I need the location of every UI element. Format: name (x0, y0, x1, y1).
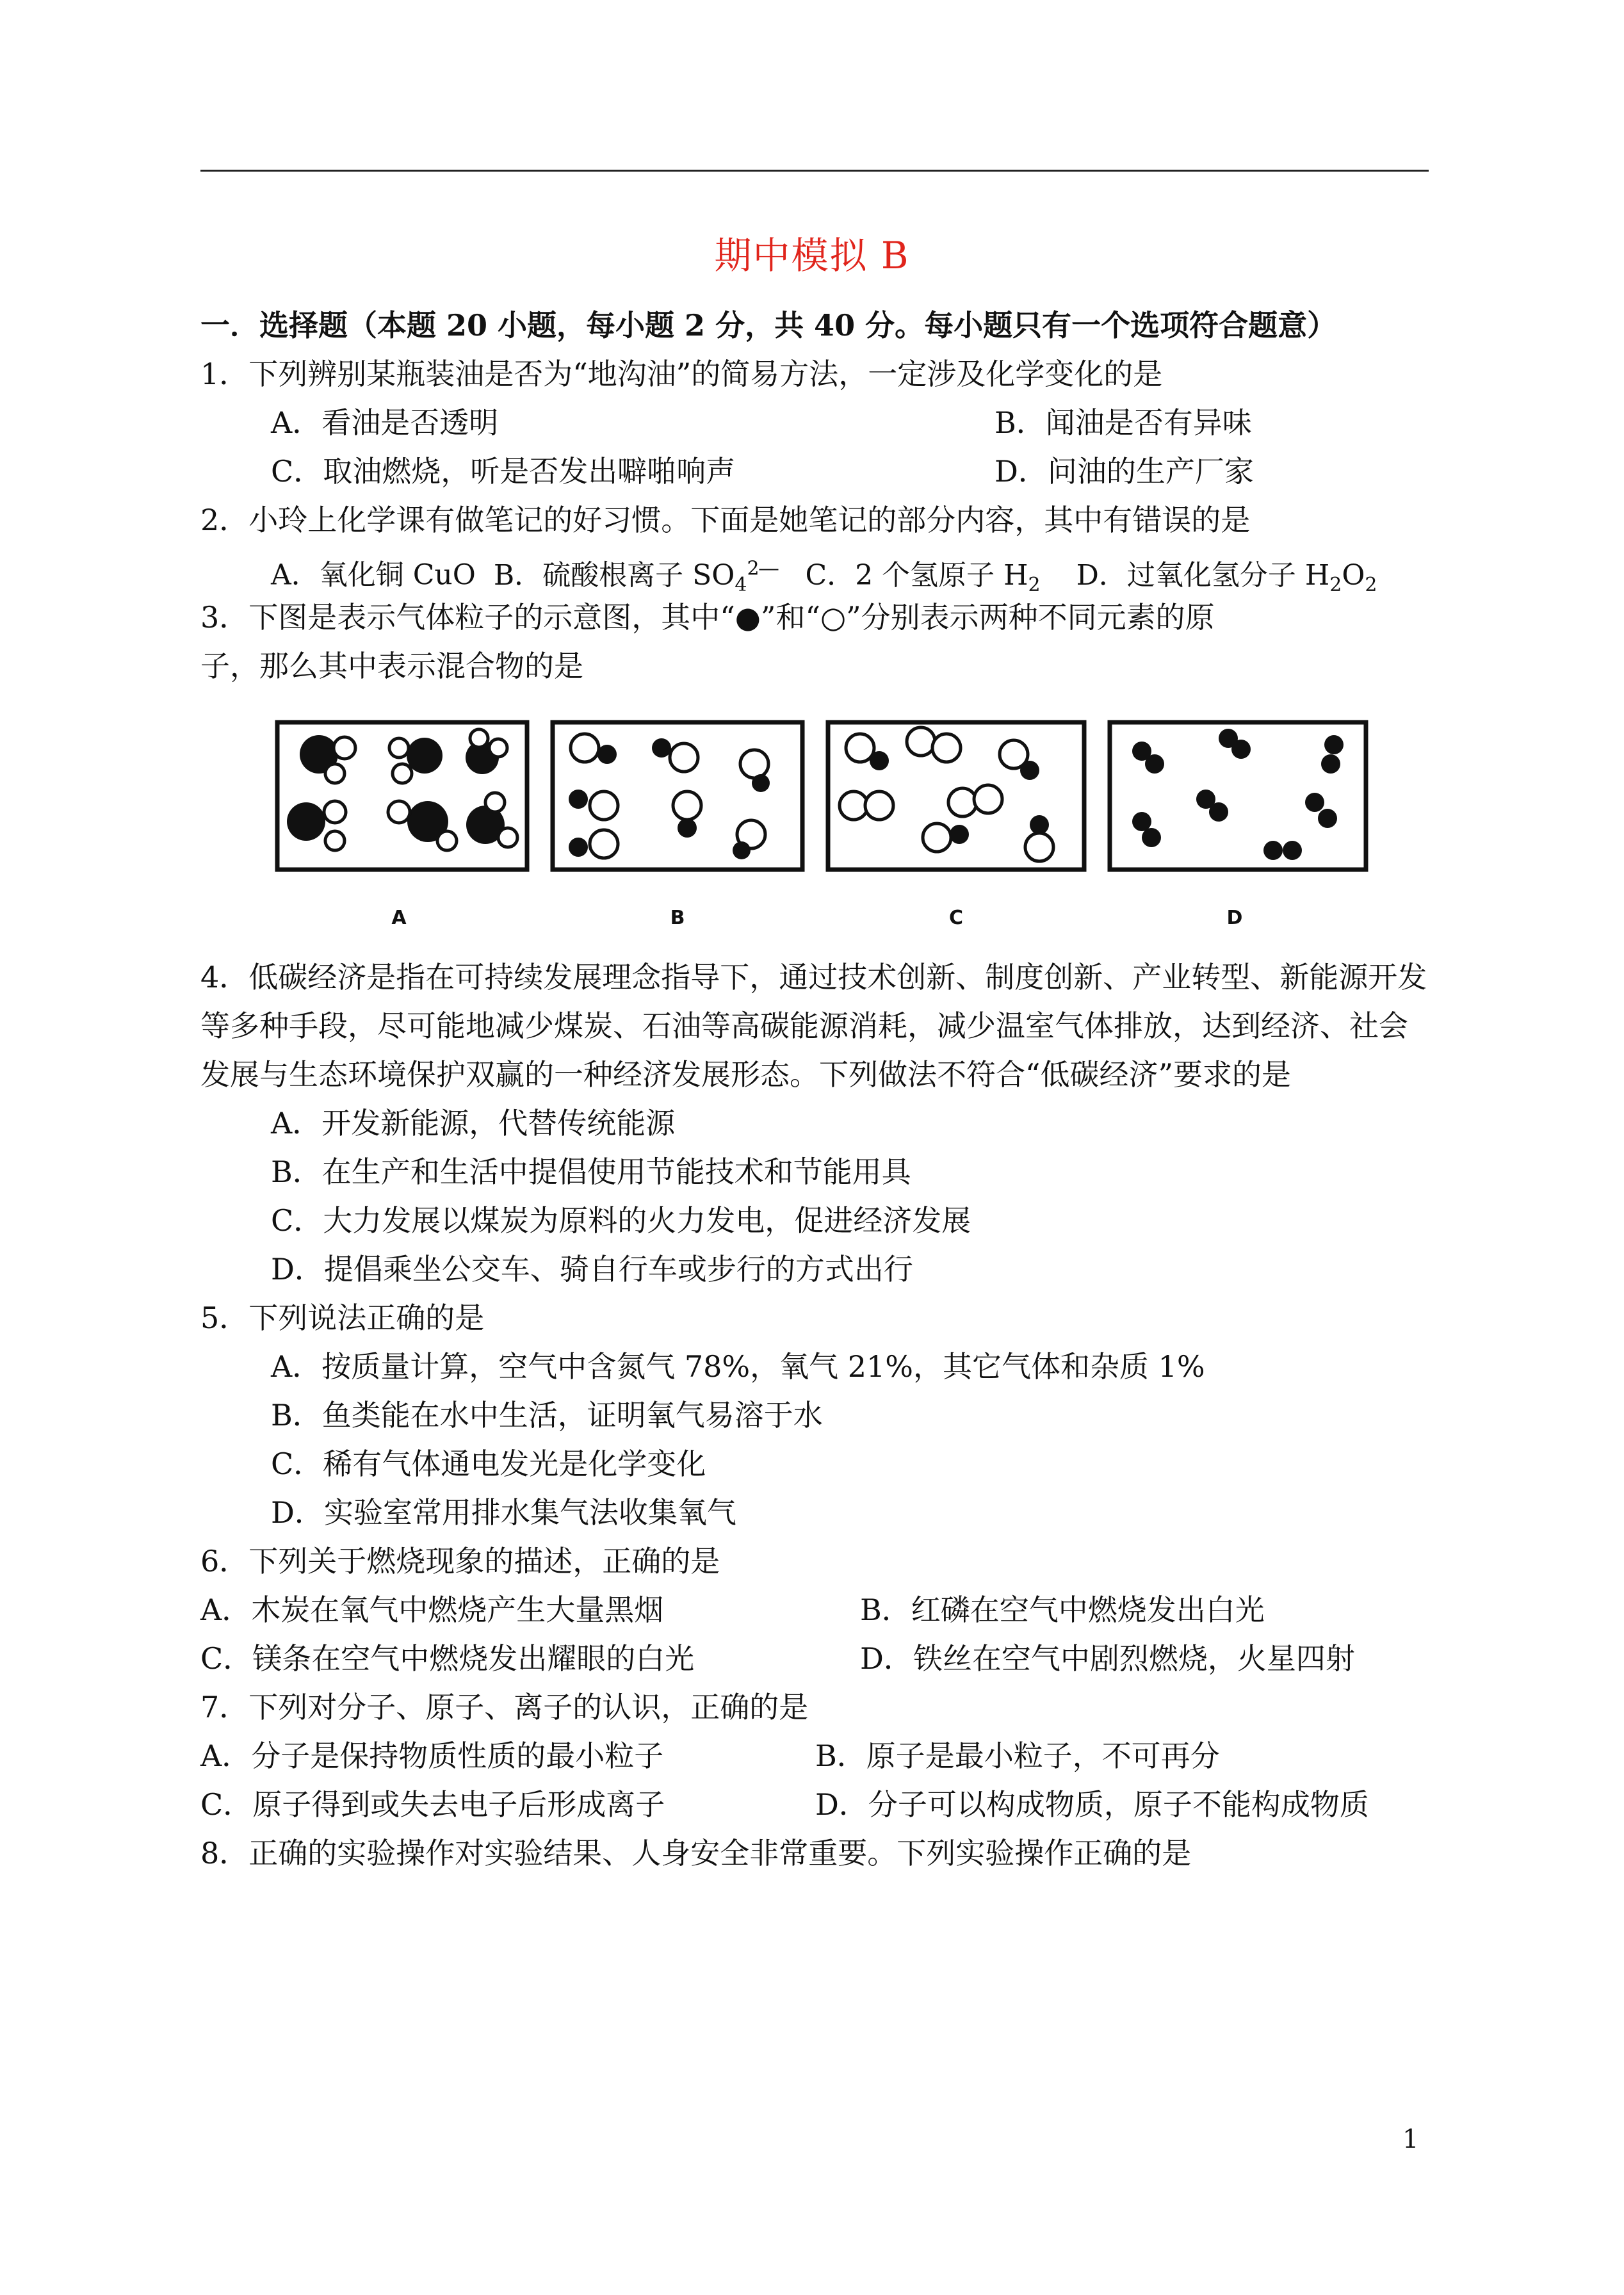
q7-option-d: D．分子可以构成物质，原子不能构成物质 (815, 1787, 1369, 1822)
q7-option-b: B．原子是最小粒子，不可再分 (815, 1739, 1220, 1773)
question-6-options-row2 (200, 1634, 1436, 1683)
box-d (1110, 722, 1366, 929)
q4-option-d: D．提倡乘坐公交车、骑自行车或步行的方式出行 (271, 1252, 913, 1286)
question-2-stem: 2．小玲上化学课有做笔记的好习惯。下面是她笔记的部分内容，其中有错误的是 (200, 503, 1251, 537)
question-7-options-row2 (200, 1780, 1436, 1829)
question-6-stem: 6．下列关于燃烧现象的描述，正确的是 (200, 1544, 720, 1578)
question-3-stem-line1: 3．下图是表示气体粒子的示意图，其中“●”和“○”分别表示两种不同元素的原 (200, 600, 1215, 635)
q7-option-c: C．原子得到或失去电子后形成离子 (200, 1787, 665, 1822)
box-c (828, 722, 1084, 929)
question-6-options-row1 (200, 1585, 1436, 1634)
box-b (553, 722, 802, 929)
q2-option-c: C．2 个氢原子 $H_2$ (805, 558, 1041, 596)
q1-option-b: B．闻油是否有异味 (995, 405, 1252, 440)
box-a (277, 722, 527, 929)
q5-option-c: C．稀有气体通电发光是化学变化 (271, 1447, 706, 1481)
q2-option-b: B．硫酸根离子 $SO_4^{2―}$ (493, 557, 779, 596)
question-1-options-row1 (200, 398, 1436, 447)
question-1-options-row2 (200, 447, 1436, 496)
q6-option-b: B．红磷在空气中燃烧发出白光 (860, 1593, 1265, 1627)
q2-option-d: D．过氧化氢分子 $H_2O_2$ (1076, 558, 1377, 596)
question-2-options (200, 544, 1436, 596)
q7-option-a: A．分子是保持物质性质的最小粒子 (200, 1739, 664, 1773)
q5-option-b: B．鱼类能在水中生活，证明氧气易溶于水 (271, 1398, 823, 1432)
q6-option-a: A．木炭在氧气中燃烧产生大量黑烟 (200, 1593, 664, 1627)
question-7-stem: 7．下列对分子、原子、离子的认识，正确的是 (200, 1690, 809, 1724)
question-5-stem: 5．下列说法正确的是 (200, 1301, 485, 1335)
question-list (200, 301, 1436, 1877)
box-b-label: B (670, 907, 685, 929)
box-d-label: D (1226, 907, 1243, 929)
q4-option-a: A．开发新能源，代替传统能源 (271, 1106, 676, 1140)
q1-option-d: D．问油的生产厂家 (995, 454, 1254, 489)
q4-option-b: B．在生产和生活中提倡使用节能技术和节能用具 (271, 1155, 911, 1189)
q1-option-c: C．取油燃烧，听是否发出噼啪响声 (271, 454, 736, 489)
question-7-options-row1 (200, 1731, 1436, 1780)
question-4-stem: 4．低碳经济是指在可持续发展理念指导下，通过技术创新、制度创新、产业转型、新能源开发等多种手段，尽可能地减少煤炭、石油等高碳能源消耗，减少温室气体排放，达到经济、社会发展与生态环境保护双赢的一种经济发展形态。下列做法不符合“低碳经济”要求的是 (200, 960, 1427, 1092)
question-1-stem: 1．下列辨别某瓶装油是否为“地沟油”的简易方法，一定涉及化学变化的是 (200, 357, 1163, 391)
q5-option-a: A．按质量计算，空气中含氮气 78%，氧气 21%，其它气体和杂质 1% (271, 1349, 1205, 1384)
q6-option-c: C．镁条在空气中燃烧发出耀眼的白光 (200, 1641, 695, 1676)
q1-option-a: A．看油是否透明 (271, 405, 499, 440)
q2-option-a: A．氧化铜 CuO (271, 558, 476, 592)
q6-option-d: D．铁丝在空气中剧烈燃烧，火星四射 (860, 1641, 1355, 1676)
box-a-label: A (391, 907, 407, 929)
q5-option-d: D．实验室常用排水集气法收集氧气 (271, 1495, 736, 1530)
box-c-label: C (948, 907, 964, 929)
section-heading: 一．选择题（本题 20 小题，每小题 2 分，共 40 分。每小题只有一个选项符合题意） (200, 308, 1337, 343)
question-8-stem: 8．正确的实验操作对实验结果、人身安全非常重要。下列实验操作正确的是 (200, 1836, 1192, 1870)
particle-diagram-svg (271, 710, 1398, 940)
header-rule (200, 170, 1429, 172)
particle-diagram (200, 710, 1436, 940)
page-title: 期中模拟 B (714, 234, 910, 277)
page-number: 1 (1402, 2125, 1419, 2154)
question-3-stem-line2: 子，那么其中表示混合物的是 (200, 649, 583, 683)
q4-option-c: C．大力发展以煤炭为原料的火力发电，促进经济发展 (271, 1203, 971, 1238)
